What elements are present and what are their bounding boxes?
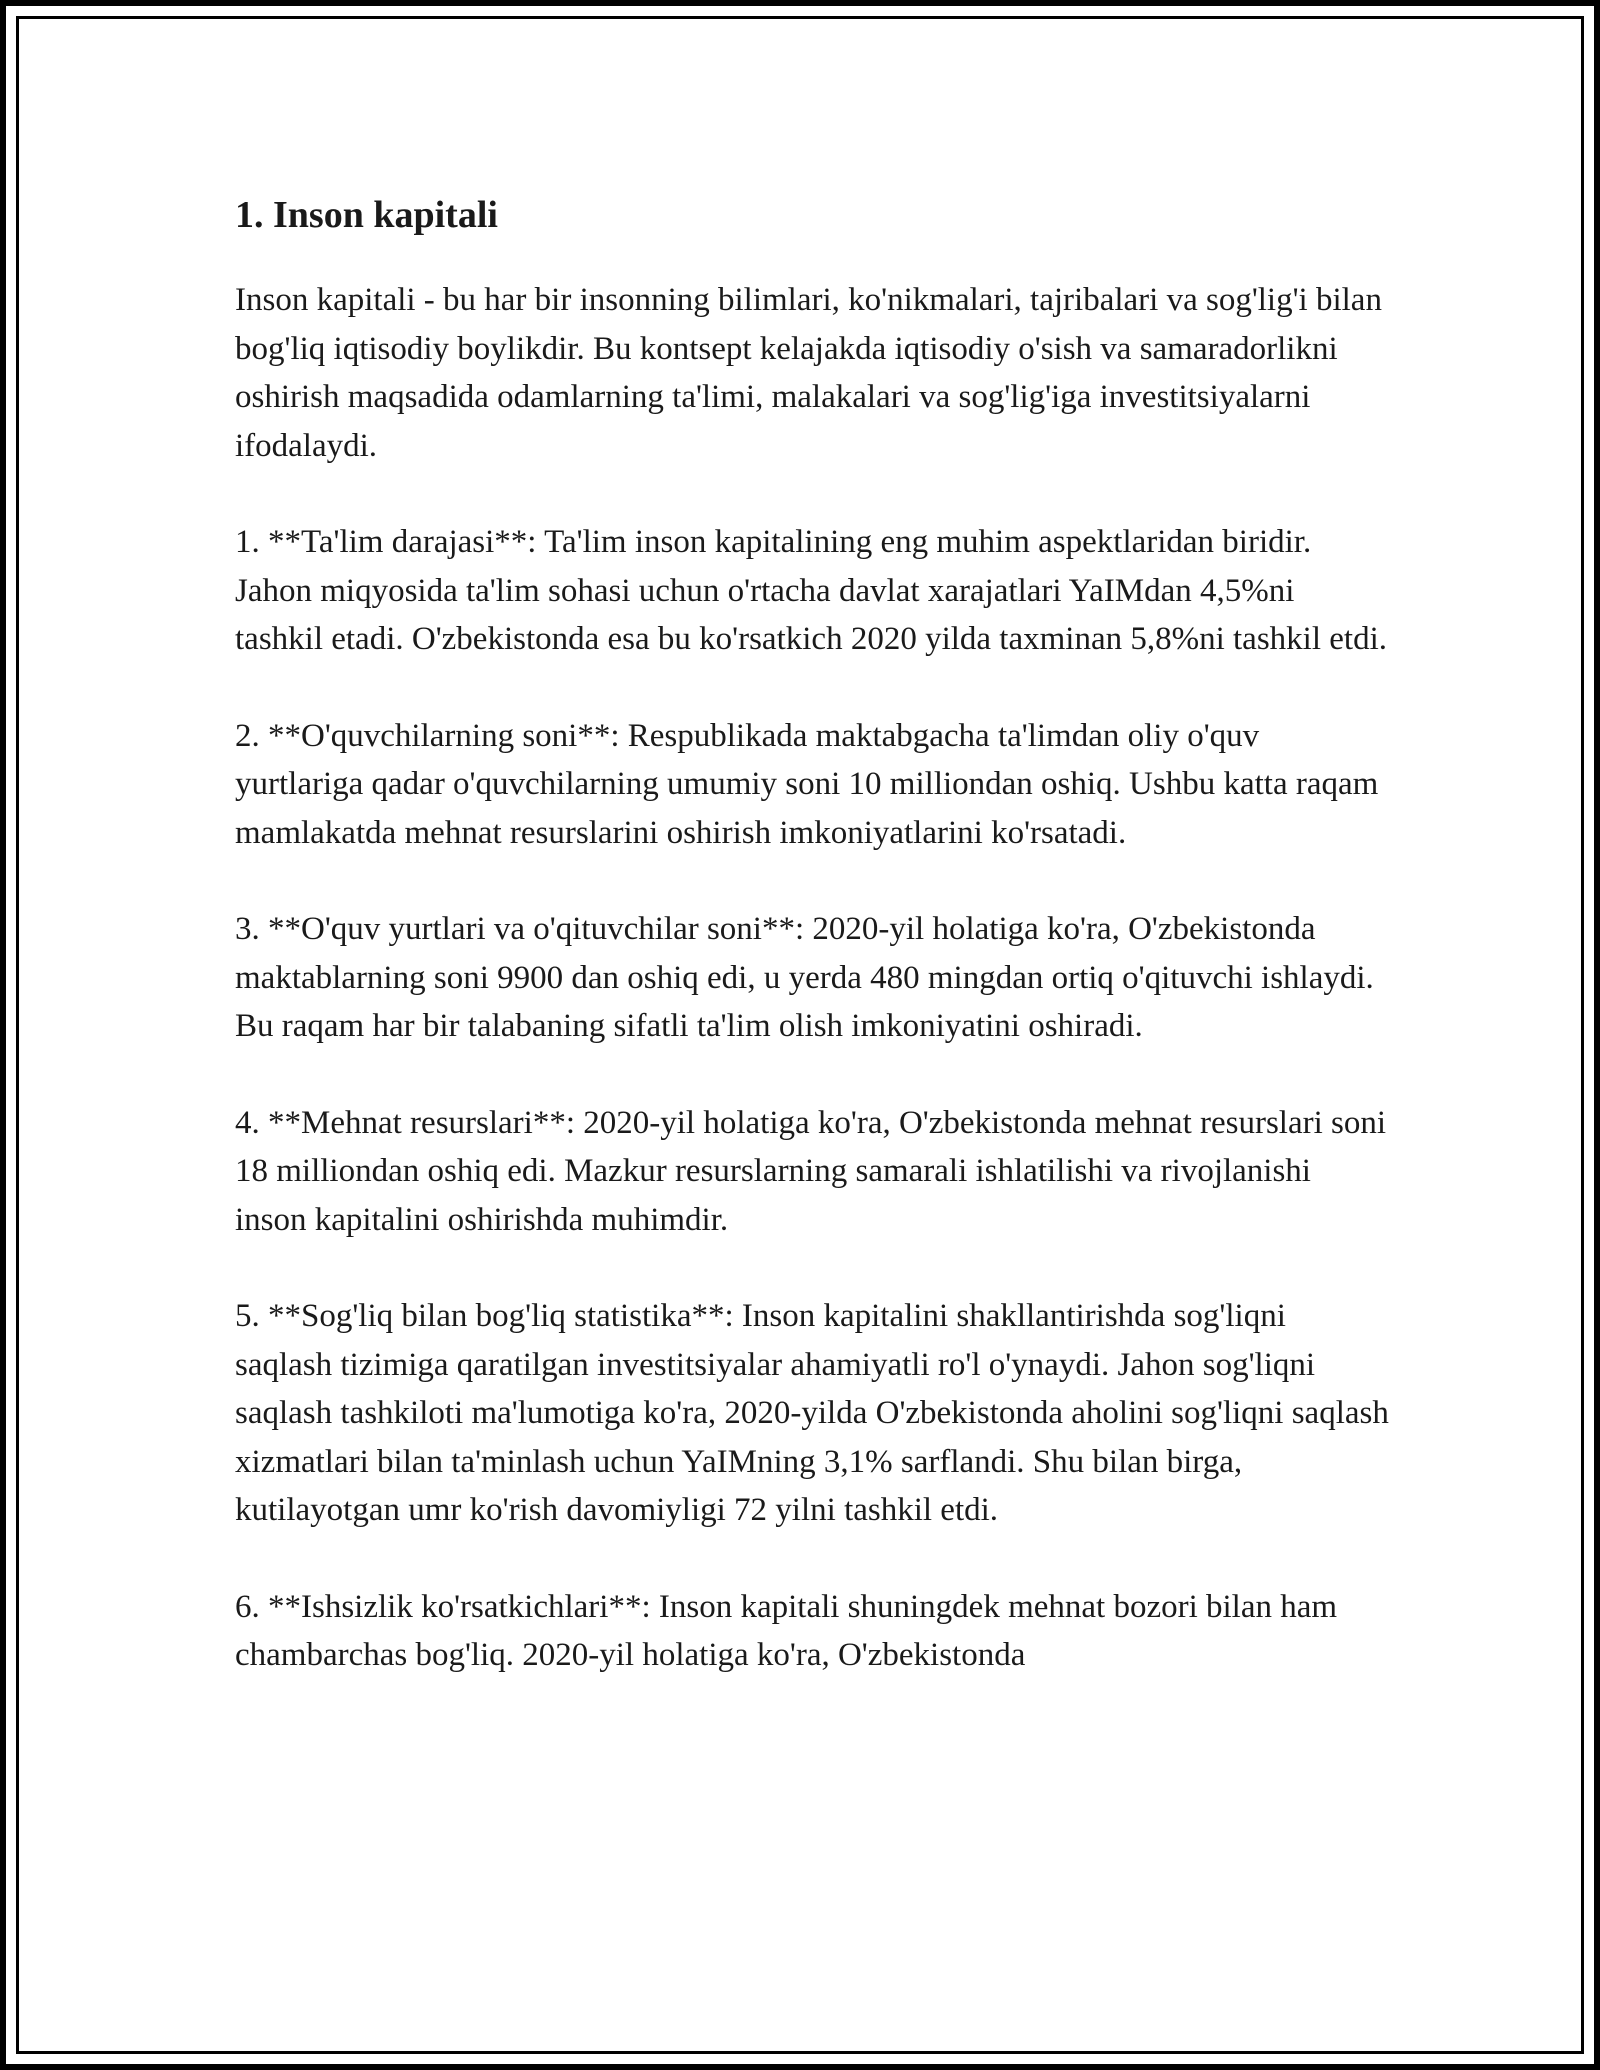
list-item-student-count: 2. **O'quvchilarning soni**: Respublikada maktabgacha ta'limdan oliy o'quv yurtlariga qadar o'quvchilarning umumiy soni 10 milliondan oshiq. Ushbu katta raqam mamlakatda mehnat resurslarini oshirish imkoniyatlarini ko'rsatadi. xyxy=(235,717,1379,851)
list-item-education-level: 1. **Ta'lim darajasi**: Ta'lim inson kapitalining eng muhim aspektlaridan biridir. Jahon miqyosida ta'lim sohasi uchun o'rtacha davlat xarajatlari YaIMdan 4,5%ni tashkil etadi. O'zbekistonda esa bu ko'rsatkich 2020 yilda taxminan 5,8%ni tashkil etdi. xyxy=(235,524,1387,657)
list-item-health-statistics: 5. **Sog'liq bilan bog'liq statistika**: Inson kapitalini shakllantirishda sog'liqni saqlash tizimiga qaratilgan investitsiyalar ahamiyatli ro'l o'ynaydi. Jahon sog'liqni saqlash tashkiloti ma'lumotiga ko'ra, 2020-yilda O'zbekistonda aholini sog'liqni saqlash xizmatlari bilan ta'minlash uchun YaIMning 3,1% sarflandi. Shu bilan birga, kutilayotgan umr ko'rish davomiyligi 72 yilni tashkil etdi. xyxy=(235,1298,1389,1528)
list-item-schools-teachers: 3. **O'quv yurtlari va o'qituvchilar soni**: 2020-yil holatiga ko'ra, O'zbekistonda maktablarning soni 9900 dan oshiq edi, u yerda 480 mingdan ortiq o'qituvchi ishlaydi. Bu raqam har bir talabaning sifatli ta'lim olish imkoniyatini oshiradi. xyxy=(235,911,1374,1044)
intro-paragraph: Inson kapitali - bu har bir insonning bilimlari, ko'nikmalari, tajribalari va sog'lig'i bilan bog'liq iqtisodiy boylikdir. Bu kontsept kelajakda iqtisodiy o'sish va samaradorlikni oshirish maqsadida odamlarning ta'limi, malakalari va sog'lig'iga investitsiyalarni ifodalaydi. xyxy=(235,282,1382,464)
section-heading: 1. Inson kapitali xyxy=(235,194,498,236)
list-item-labor-resources: 4. **Mehnat resurslari**: 2020-yil holatiga ko'ra, O'zbekistonda mehnat resurslari soni 18 milliondan oshiq edi. Mazkur resurslarning samarali ishlatilishi va rivojlanishi inson kapitalini oshirishda muhimdir. xyxy=(235,1104,1387,1238)
list-item-unemployment: 6. **Ishsizlik ko'rsatkichlari**: Inson kapitali shuningdek mehnat bozori bilan ham chambarchas bog'liq. 2020-yil holatiga ko'ra, O'zbekistonda xyxy=(235,1588,1338,1673)
document-body xyxy=(235,190,1390,1728)
